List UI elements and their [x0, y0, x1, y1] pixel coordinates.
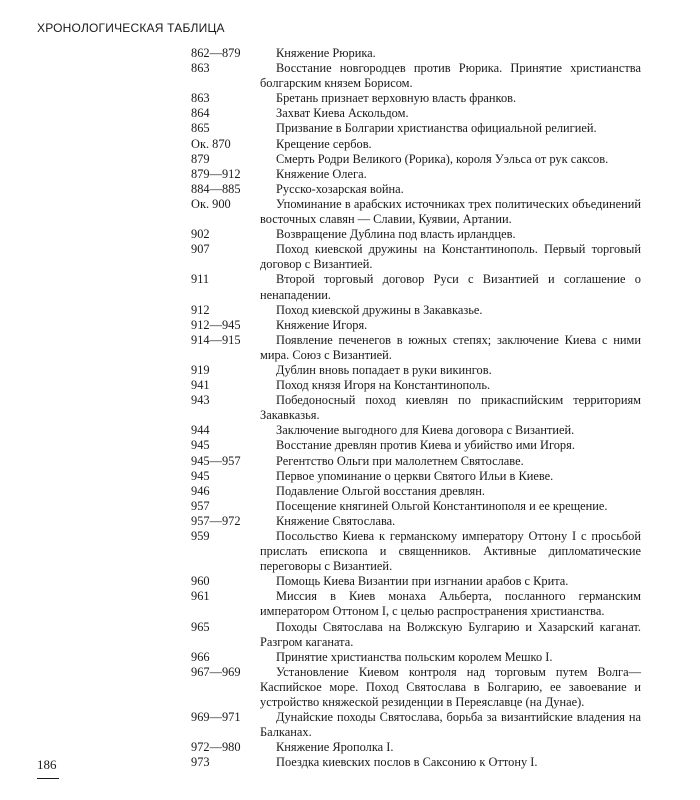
chronology-row	[0, 755, 700, 770]
entry-date: 862—879	[191, 46, 241, 60]
entry-date: 865	[191, 121, 210, 136]
entry-date: 967—969	[191, 664, 241, 679]
entry-date: 879—912	[191, 166, 241, 181]
entry-text: Княжение Игоря.	[276, 317, 368, 332]
chronology-row	[0, 167, 700, 182]
entry-text: Дунайские походы Святослава, борьба за византийские владения на Балканах.	[260, 710, 641, 740]
chronology-row	[0, 423, 700, 438]
entry-text: Княжение Ярополка I.	[276, 740, 394, 755]
entry-text: Посольство Киева к германскому императору Оттону I с просьбой прислать епископа и священников. Активные дипломатические переговоры с Византией.	[260, 529, 641, 574]
entry-date: 973	[191, 755, 210, 770]
chronology-row	[0, 438, 700, 453]
entry-text: Посещение княгиней Ольгой Константинополя и ее крещение.	[276, 498, 608, 513]
chronology-row	[0, 242, 700, 272]
chronology-row	[0, 61, 700, 91]
entry-text: Смерть Родри Великого (Рорика), короля Уэльса от рук саксов.	[276, 151, 609, 166]
entry-text: Поход киевской дружины на Константинополь. Первый торговый договор с Византией.	[260, 242, 641, 272]
chronology-row	[0, 454, 700, 469]
entry-text: Восстание древлян против Киева и убийство ими Игоря.	[276, 438, 575, 453]
entry-date: 914—915	[191, 332, 241, 347]
entry-date: Ок. 900	[191, 196, 231, 211]
entry-text: Княжение Рюрика.	[276, 46, 376, 60]
entry-date: 945—957	[191, 453, 241, 468]
chronology-row	[0, 303, 700, 318]
entry-text: Принятие христианства польским королем Мешко I.	[276, 649, 553, 664]
chronology-row	[0, 46, 700, 61]
entry-date: 884—885	[191, 181, 241, 196]
entry-date: 902	[191, 227, 210, 242]
entry-text: Поход князя Игоря на Константинополь.	[276, 378, 491, 393]
entry-text: Княжение Святослава.	[276, 513, 396, 528]
entry-date: 957—972	[191, 513, 241, 528]
entry-date: 945	[191, 468, 210, 483]
chronology-row	[0, 121, 700, 136]
entry-date: 864	[191, 106, 210, 121]
chronology-row	[0, 650, 700, 665]
entry-text: Первое упоминание о церкви Святого Ильи в Киеве.	[276, 468, 554, 483]
chronology-table	[0, 46, 700, 771]
chronology-row	[0, 710, 700, 740]
entry-text: Второй торговый договор Руси с Византией и соглашение о ненападении.	[260, 272, 641, 302]
chronology-row	[0, 620, 700, 650]
entry-date: 960	[191, 574, 210, 589]
entry-text: Захват Киева Аскольдом.	[276, 106, 409, 121]
entry-date: 966	[191, 649, 210, 664]
entry-text: Подавление Ольгой восстания древлян.	[276, 483, 485, 498]
chronology-row	[0, 469, 700, 484]
entry-text: Призвание в Болгарии христианства официальной религией.	[276, 121, 597, 136]
chronology-row	[0, 197, 700, 227]
entry-date: 919	[191, 362, 210, 377]
chronology-row	[0, 378, 700, 393]
entry-date: 863	[191, 61, 210, 76]
chronology-row	[0, 514, 700, 529]
entry-date: 911	[191, 272, 210, 287]
chronology-row	[0, 333, 700, 363]
chronology-row	[0, 318, 700, 333]
entry-text: Дублин вновь попадает в руки викингов.	[276, 362, 492, 377]
chronology-row	[0, 665, 700, 710]
entry-text: Поездка киевских послов в Саксонию к Оттону I.	[276, 755, 538, 770]
entry-date: 941	[191, 378, 210, 393]
entry-date: 879	[191, 151, 210, 166]
chronology-row	[0, 137, 700, 152]
entry-text: Русско-хозарская война.	[276, 181, 404, 196]
page-number: 186	[37, 757, 57, 772]
chronology-row	[0, 272, 700, 302]
chronology-row	[0, 182, 700, 197]
entry-date: 944	[191, 423, 210, 438]
chronology-row	[0, 484, 700, 499]
entry-date: 943	[191, 393, 210, 408]
entry-text: Установление Киевом контроля над торговым путем Волга—Каспийское море. Поход Святослава в Болгарию, ее завоевание и устройство княжеской резиденции в Переяславце (на Дунае).	[260, 664, 641, 710]
entry-date: 959	[191, 529, 210, 543]
entry-date: 912	[191, 302, 210, 317]
chronology-row	[0, 589, 700, 619]
entry-text: Победоносный поход киевлян по прикаспийским территориям Закавказья.	[260, 393, 641, 423]
entry-text: Походы Святослава на Волжскую Булгарию и Хазарский каганат. Разгром каганата.	[260, 619, 641, 649]
entry-text: Крещение сербов.	[276, 136, 372, 151]
entry-text: Восстание новгородцев против Рюрика. Принятие христианства болгарским князем Борисом.	[260, 61, 641, 91]
entry-date: 912—945	[191, 317, 241, 332]
entry-date: 957	[191, 498, 210, 513]
entry-date: Ок. 870	[191, 136, 231, 151]
entry-text: Бретань признает верховную власть франков.	[276, 91, 517, 106]
entry-date: 907	[191, 242, 210, 257]
chronology-row	[0, 393, 700, 423]
entry-text: Возвращение Дублина под власть ирландцев.	[276, 227, 516, 242]
entry-text: Упоминание в арабских источниках трех политических объединений восточных славян — Славии, Куявии, Артании.	[260, 196, 641, 227]
chronology-row	[0, 152, 700, 167]
entry-date: 945	[191, 438, 210, 453]
chronology-row	[0, 499, 700, 514]
running-head-title: ХРОНОЛОГИЧЕСКАЯ ТАБЛИЦА	[37, 21, 225, 35]
chronology-row	[0, 91, 700, 106]
chronology-row	[0, 574, 700, 589]
entry-date: 946	[191, 483, 210, 498]
chronology-row	[0, 227, 700, 242]
entry-text: Помощь Киева Византии при изгнании арабов с Крита.	[276, 574, 569, 589]
chronology-row	[0, 740, 700, 755]
entry-text: Миссия в Киев монаха Альберта, посланного германским императором Оттоном I, с целью распространения христианства.	[260, 589, 641, 619]
entry-date: 965	[191, 619, 210, 634]
entry-text: Заключение выгодного для Киева договора с Византией.	[276, 423, 575, 438]
entry-date: 863	[191, 91, 210, 106]
chronology-row	[0, 363, 700, 378]
entry-date: 972—980	[191, 740, 241, 755]
entry-date: 969—971	[191, 710, 241, 725]
entry-text: Появление печенегов в южных степях; заключение Киева с ними мира. Союз с Византией.	[260, 332, 641, 362]
entry-text: Княжение Олега.	[276, 166, 367, 181]
chronology-row	[0, 529, 700, 574]
entry-text: Регентство Ольги при малолетнем Святославе.	[276, 453, 524, 468]
entry-text: Поход киевской дружины в Закавказье.	[276, 302, 483, 317]
page-number-rule	[37, 778, 59, 779]
chronology-row	[0, 106, 700, 121]
entry-date: 961	[191, 589, 210, 604]
